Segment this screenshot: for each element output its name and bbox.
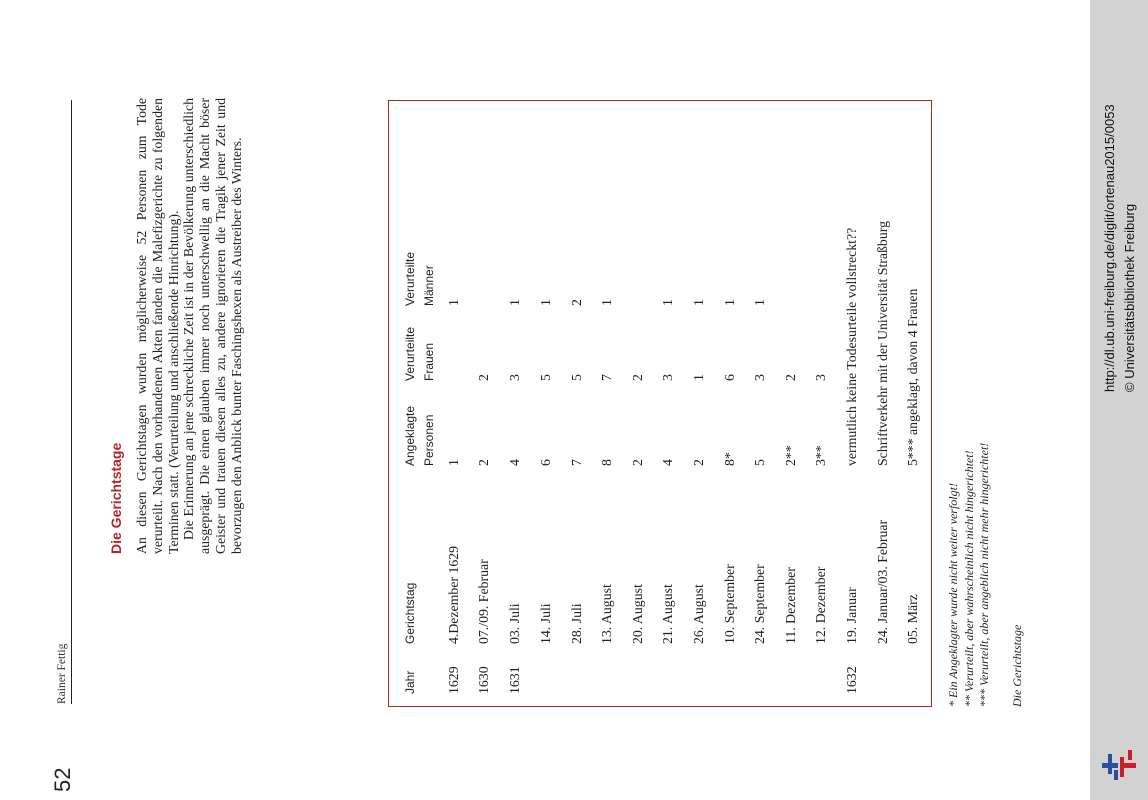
header-frauen-line2: Frauen: [422, 342, 436, 381]
footnote: * Ein Angeklagter wurde nicht weiter verfolgt!: [946, 483, 960, 707]
cell-frauen: 1: [691, 374, 706, 381]
cell-angeklagte: 5: [752, 459, 767, 466]
cell-frauen: 2: [783, 374, 798, 381]
cell-gerichtstag: 24. Januar/03. Februar: [875, 519, 890, 644]
cell-gerichtstag: 13. August: [599, 584, 614, 644]
cell-angeklagte: 3**: [813, 445, 828, 466]
footnote: *** Verurteilt, aber angeblich nicht mehr hingerichtet!: [977, 442, 991, 707]
cell-gerichtstag: 11. Dezember: [783, 567, 798, 644]
header-frauen: [401, 327, 439, 381]
cell-gerichtstag: 03. Juli: [507, 603, 522, 644]
cell-frauen: 3: [813, 374, 828, 381]
cell-angeklagte: 6: [538, 459, 553, 466]
cell-angeklagte: 1: [446, 459, 461, 466]
cell-note: Schriftverkehr mit der Universität Straßburg: [875, 221, 890, 466]
cell-gerichtstag: 12. Dezember: [813, 566, 828, 644]
copyright-notice: © Universitätsbibliothek Freiburg: [1122, 203, 1137, 392]
source-url-link[interactable]: http://dl.ub.uni-freiburg.de/diglit/ortenau2015/0053: [1102, 104, 1117, 392]
cell-angeklagte: 7: [569, 459, 584, 466]
header-angeklagte-line2: Personen: [422, 414, 436, 466]
cell-maenner: 1: [538, 299, 553, 306]
cell-frauen: 2: [630, 374, 645, 381]
cell-maenner: 1: [507, 299, 522, 306]
cell-frauen: 2: [476, 374, 491, 381]
cell-angeklagte: 2: [476, 459, 491, 466]
header-maenner-line1: Verurteilte: [403, 251, 417, 306]
header-rule: [71, 100, 72, 704]
cell-frauen: 5: [538, 374, 553, 381]
cell-gerichtstag: 4.Dezember 1629: [446, 545, 461, 644]
cell-maenner: 2: [569, 299, 584, 306]
cell-jahr: 1632: [844, 666, 859, 694]
table-caption: Die Gerichtstage: [1010, 624, 1024, 707]
footnote: ** Verurteilt, aber wahrscheinlich nicht hingerichtet!: [961, 450, 976, 707]
section-title: Die Gerichtstage: [108, 442, 124, 554]
cell-angeklagte: 4: [660, 459, 675, 466]
cell-gerichtstag: 14. Juli: [538, 603, 553, 644]
cell-maenner: 1: [722, 299, 737, 306]
intro-paragraph: Die Erinnerung an jene schreckliche Zeit ist in der Bevölkerung unterschiedlich ausgeprägt. Die einen glauben immer noch unterschwellig an die Macht böser Geister und trauen diesen alles zu, andere ignorieren die Tragik jener Zeit und bevorzugen den Anblick bunter Faschingshexen als Austreiber des Winters.: [181, 98, 244, 554]
cell-gerichtstag: 19. Januar: [844, 587, 859, 644]
header-angeklagte-line1: Angeklagte: [403, 405, 417, 466]
cell-note: 5*** angeklagt, davon 4 Frauen: [905, 288, 920, 466]
header-maenner: [401, 252, 439, 306]
cell-frauen: 3: [507, 374, 522, 381]
cell-jahr: 1631: [507, 666, 522, 694]
page-number: 52: [50, 767, 75, 792]
intro-paragraph: An diesen Gerichtstagen wurden möglicherweise 52 Personen zum Tode verurteilt. Nach den vorhandenen Akten fanden die Malefizgerichte zu folgenden Terminen statt. (Verurteilung und anschließende Hinrichtung).: [134, 98, 181, 554]
cell-gerichtstag: 21. August: [660, 584, 675, 644]
cell-frauen: 3: [660, 374, 675, 381]
cell-note: vermutlich keine Todesurteile vollstreckt??: [844, 227, 859, 466]
cell-angeklagte: 8: [599, 459, 614, 466]
library-logo-icon: [1100, 748, 1140, 784]
cell-gerichtstag: 24. September: [752, 564, 767, 644]
cell-maenner: 1: [691, 299, 706, 306]
cell-angeklagte: 2: [691, 459, 706, 466]
header-angeklagte: [401, 406, 439, 466]
cell-jahr: 1629: [446, 666, 461, 694]
cell-maenner: 1: [660, 299, 675, 306]
library-sidebar-text: [1090, 0, 1148, 800]
running-head: Rainer Fettig: [56, 643, 68, 704]
cell-frauen: 7: [599, 374, 614, 381]
cell-maenner: 1: [599, 299, 614, 306]
cell-angeklagte: 2: [630, 459, 645, 466]
cell-gerichtstag: 10. September: [722, 564, 737, 644]
cell-gerichtstag: 05. März: [905, 594, 920, 644]
cell-angeklagte: 8*: [722, 452, 737, 466]
gerichtstage-table: [388, 100, 932, 707]
cell-maenner: 1: [446, 299, 461, 306]
cell-jahr: 1630: [476, 666, 491, 694]
cell-gerichtstag: 26. August: [691, 584, 706, 644]
cell-maenner: 1: [752, 299, 767, 306]
cell-frauen: 5: [569, 374, 584, 381]
cell-frauen: 3: [752, 374, 767, 381]
cell-gerichtstag: 07./09. Februar: [476, 559, 491, 644]
footnotes: [946, 443, 993, 707]
header-frauen-line1: Verurteilte: [403, 326, 417, 381]
intro-text: [134, 98, 245, 554]
cell-gerichtstag: 28. Juli: [569, 603, 584, 644]
cell-frauen: 6: [722, 374, 737, 381]
header-maenner-line2: Männer: [422, 265, 436, 306]
cell-gerichtstag: 20. August: [630, 584, 645, 644]
cell-angeklagte: 4: [507, 459, 522, 466]
header-gerichtstag: Gerichtstag: [403, 582, 417, 644]
cell-angeklagte: 2**: [783, 445, 798, 466]
header-jahr: Jahr: [403, 670, 417, 694]
